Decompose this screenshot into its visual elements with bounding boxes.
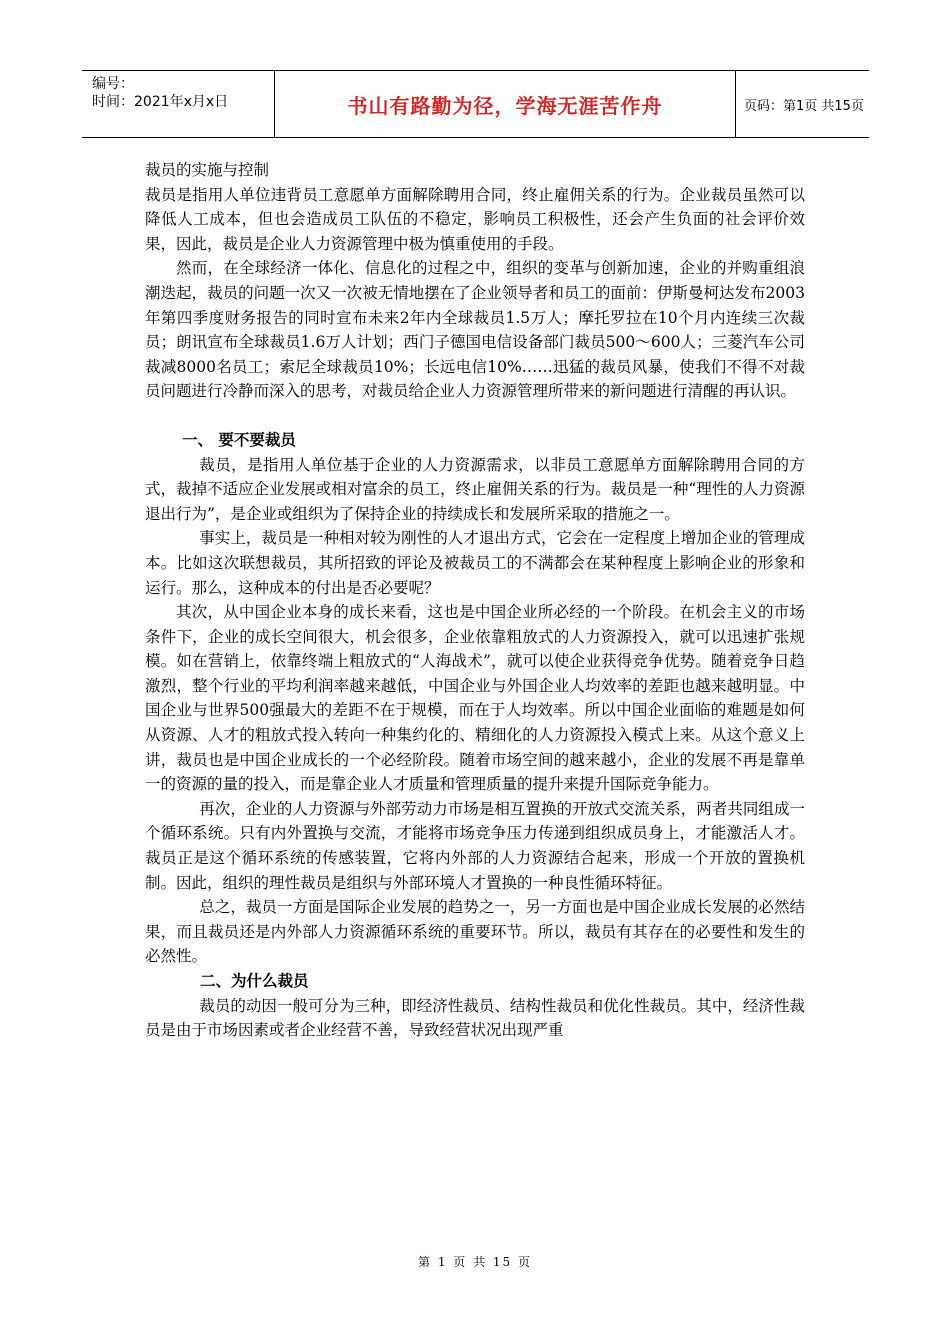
time-label: 时间：2021年x月x日 [92, 94, 229, 110]
serial-label: 编号： [92, 76, 134, 92]
page-label: 页码：第1页 共15页 [744, 98, 864, 114]
header-motto-cell [274, 71, 736, 137]
page-footer: 第 1 页 共 15 页 [418, 1255, 532, 1269]
header-meta [82, 71, 274, 137]
header-page-cell [736, 71, 869, 137]
paragraph: 总之，裁员一方面是国际企业发展的趋势之一，另一方面也是中国企业成长发展的必然结果，而且裁员还是内外部人力资源循环系统的重要环节。所以，裁员有其存在的必要性和发生的必然性。 [145, 898, 805, 966]
page-header [82, 70, 869, 138]
document-body [145, 158, 805, 1043]
section-heading-1: 一、 要不要裁员 [182, 429, 296, 449]
paragraph-background: 然而，在全球经济一体化、信息化的过程之中，组织的变革与创新加速，企业的并购重组浪潮迭起，裁员的问题一次又一次被无情地摆在了企业领导者和员工的面前：伊斯曼柯达发布2003年第四季度财务报告的同时宣布未来2年内全球裁员1.5万人；摩托罗拉在10个月内连续三次裁员；朗讯宣布全球裁员1.6万人计划；西门子德国电信设备部门裁员500～600人；三菱汽车公司裁减8000名员工；索尼全球裁员10%；长远电信10%……迅猛的裁员风暴，使我们不得不对裁员问题进行冷静而深入的思考，对裁员给企业人力资源管理所带来的新问题进行清醒的再认识。 [145, 259, 805, 401]
paragraph: 裁员的动因一般可分为三种，即经济性裁员、结构性裁员和优化性裁员。其中，经济性裁员是由于市场因素或者企业经营不善，导致经营状况出现严重 [145, 996, 805, 1040]
document-title: 裁员的实施与控制 [145, 161, 270, 179]
paragraph: 裁员，是指用人单位基于企业的人力资源需求，以非员工意愿单方面解除聘用合同的方式，裁掉不适应企业发展或相对富余的员工，终止雇佣关系的行为。裁员是一种“理性的人力资源退出行为”，是企业或组织为了保持企业的持续成长和发展所采取的措施之一。 [145, 455, 805, 523]
paragraph: 其次，从中国企业本身的成长来看，这也是中国企业所必经的一个阶段。在机会主义的市场条件下，企业的成长空间很大，机会很多，企业依靠粗放式的人力资源投入，就可以迅速扩张规模。如在营销上，依靠终端上粗放式的“人海战术”，就可以使企业获得竞争优势。随着竞争日趋激烈，整个行业的平均利润率越来越低，中国企业与外国企业人均效率的差距也越来越明显。中国企业与世界500强最大的差距不在于规模，而在于人均效率。所以中国企业面临的难题是如何从资源、人才的粗放式投入转向一种集约化的、精细化的人力资源投入模式上来。从这个意义上讲，裁员也是中国企业成长的一个必经阶段。随着市场空间的越来越小，企业的发展不再是靠单一的资源的量的投入，而是靠企业人才质量和管理质量的提升来提升国际竞争能力。 [145, 603, 805, 794]
motto: 书山有路勤为径，学海无涯苦作舟 [347, 93, 663, 118]
section-heading-2: 二、为什么裁员 [200, 971, 309, 990]
paragraph-definition: 裁员是指用人单位违背员工意愿单方面解除聘用合同，终止雇佣关系的行为。企业裁员虽然可以降低人工成本，但也会造成员工队伍的不稳定，影响员工积极性，还会产生负面的社会评价效果，因此，裁员是企业人力资源管理中极为慎重使用的手段。 [145, 185, 805, 253]
paragraph: 再次，企业的人力资源与外部劳动力市场是相互置换的开放式交流关系，两者共同组成一个循环系统。只有内外置换与交流，才能将市场竞争压力传递到组织成员身上，才能激活人才。裁员正是这个循环系统的传感装置，它将内外部的人力资源结合起来，形成一个开放的置换机制。因此，组织的理性裁员是组织与外部环境人才置换的一种良性循环特征。 [145, 799, 805, 892]
paragraph: 事实上，裁员是一种相对较为刚性的人才退出方式，它会在一定程度上增加企业的管理成本。比如这次联想裁员，其所招致的评论及被裁员工的不满都会在某种程度上影响企业的形象和运行。那么，这种成本的付出是否必要呢？ [145, 529, 805, 597]
